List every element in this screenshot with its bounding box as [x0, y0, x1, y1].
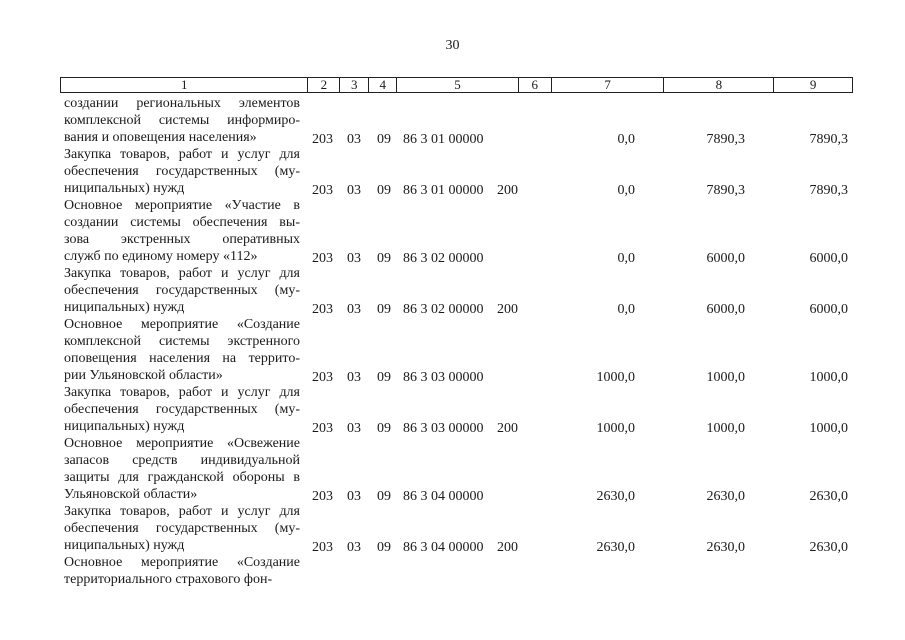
- description-line: защиты для гражданской обороны в: [64, 470, 300, 485]
- row-cell-c5: 200: [497, 421, 518, 436]
- description-line: ниципальных) нужд: [64, 300, 185, 315]
- row-cell-c6: 1000,0: [596, 370, 635, 385]
- description-line: зова экстренных оперативных: [64, 232, 300, 247]
- row-cell-c2: 03: [347, 251, 361, 266]
- row-cell-c4: 86 3 01 00000: [403, 183, 484, 198]
- row-cell-c7: 1000,0: [706, 421, 745, 436]
- description-line: создании системы обеспечения вы-: [64, 215, 300, 230]
- header-cell: 2: [308, 78, 340, 92]
- row-cell-c8: 6000,0: [809, 251, 848, 266]
- header-cell: 3: [340, 78, 369, 92]
- row-cell-c4: 86 3 01 00000: [403, 132, 484, 147]
- description-line: Основное мероприятие «Освежение: [64, 436, 300, 451]
- row-cell-c6: 0,0: [617, 183, 635, 198]
- row-cell-c1: 203: [312, 489, 333, 504]
- row-description: [64, 435, 300, 503]
- description-line: обеспечения государственных (му-: [64, 164, 300, 179]
- row-cell-c4: 86 3 04 00000: [403, 489, 484, 504]
- row-cell-c7: 7890,3: [706, 183, 745, 198]
- row-cell-c2: 03: [347, 421, 361, 436]
- description-line: запасов средств индивидуальной: [64, 453, 300, 468]
- row-cell-c3: 09: [377, 132, 391, 147]
- description-line: ниципальных) нужд: [64, 538, 185, 553]
- row-cell-c3: 09: [377, 302, 391, 317]
- row-cell-c3: 09: [377, 421, 391, 436]
- description-line: обеспечения государственных (му-: [64, 521, 300, 536]
- row-cell-c4: 86 3 04 00000: [403, 540, 484, 555]
- row-cell-c1: 203: [312, 540, 333, 555]
- row-cell-c6: 2630,0: [596, 489, 635, 504]
- description-line: ниципальных) нужд: [64, 181, 185, 196]
- header-cell: 7: [552, 78, 665, 92]
- table-header-row: [60, 77, 853, 93]
- row-cell-c8: 1000,0: [809, 370, 848, 385]
- row-cell-c6: 0,0: [617, 302, 635, 317]
- header-cell: 8: [664, 78, 774, 92]
- description-line: Закупка товаров, работ и услуг для: [64, 385, 300, 400]
- description-line: Закупка товаров, работ и услуг для: [64, 147, 300, 162]
- row-cell-c3: 09: [377, 370, 391, 385]
- description-line: рии Ульяновской области»: [64, 368, 223, 383]
- header-cell: 9: [809, 77, 817, 92]
- description-line: служб по единому номеру «112»: [64, 249, 258, 264]
- row-cell-c2: 03: [347, 489, 361, 504]
- row-description: [64, 554, 300, 588]
- header-cell: 4: [369, 78, 397, 92]
- description-line: Закупка товаров, работ и услуг для: [64, 266, 300, 281]
- row-cell-c8: 2630,0: [809, 540, 848, 555]
- row-cell-c1: 203: [312, 302, 333, 317]
- description-line: Ульяновской области»: [64, 487, 198, 502]
- row-cell-c6: 0,0: [617, 132, 635, 147]
- row-cell-c7: 2630,0: [706, 540, 745, 555]
- description-line: Основное мероприятие «Участие в: [64, 198, 300, 213]
- row-cell-c2: 03: [347, 302, 361, 317]
- row-cell-c8: 2630,0: [809, 489, 848, 504]
- row-cell-c4: 86 3 03 00000: [403, 421, 484, 436]
- description-line: создании региональных элементов: [64, 96, 300, 111]
- row-description: [64, 265, 300, 316]
- row-cell-c1: 203: [312, 421, 333, 436]
- row-cell-c3: 09: [377, 251, 391, 266]
- row-cell-c8: 7890,3: [809, 132, 848, 147]
- row-description: [64, 316, 300, 384]
- description-line: Закупка товаров, работ и услуг для: [64, 504, 300, 519]
- row-description: [64, 95, 300, 146]
- row-cell-c3: 09: [377, 183, 391, 198]
- row-cell-c2: 03: [347, 132, 361, 147]
- description-line: вания и оповещения населения»: [64, 130, 257, 145]
- row-description: [64, 197, 300, 265]
- row-description: [64, 146, 300, 197]
- row-description: [64, 384, 300, 435]
- row-cell-c2: 03: [347, 540, 361, 555]
- row-cell-c2: 03: [347, 370, 361, 385]
- header-cell: 1: [61, 78, 308, 92]
- row-cell-c4: 86 3 02 00000: [403, 251, 484, 266]
- description-line: Основное мероприятие «Создание: [64, 555, 300, 570]
- row-cell-c6: 1000,0: [596, 421, 635, 436]
- row-cell-c8: 1000,0: [809, 421, 848, 436]
- description-line: обеспечения государственных (му-: [64, 402, 300, 417]
- row-cell-c4: 86 3 03 00000: [403, 370, 484, 385]
- row-cell-c1: 203: [312, 183, 333, 198]
- row-description: [64, 503, 300, 554]
- description-line: комплексной системы информиро-: [64, 113, 300, 128]
- description-line: ниципальных) нужд: [64, 419, 185, 434]
- row-cell-c7: 2630,0: [706, 489, 745, 504]
- description-line: обеспечения государственных (му-: [64, 283, 300, 298]
- header-cell: 6: [519, 78, 552, 92]
- row-cell-c7: 1000,0: [706, 370, 745, 385]
- description-line: территориального страхового фон-: [64, 572, 273, 587]
- description-line: Основное мероприятие «Создание: [64, 317, 300, 332]
- row-cell-c1: 203: [312, 370, 333, 385]
- row-cell-c8: 7890,3: [809, 183, 848, 198]
- row-cell-c5: 200: [497, 302, 518, 317]
- row-cell-c8: 6000,0: [809, 302, 848, 317]
- description-line: комплексной системы экстренного: [64, 334, 300, 349]
- row-cell-c6: 2630,0: [596, 540, 635, 555]
- row-cell-c6: 0,0: [617, 251, 635, 266]
- row-cell-c3: 09: [377, 540, 391, 555]
- row-cell-c7: 6000,0: [706, 251, 745, 266]
- row-cell-c7: 6000,0: [706, 302, 745, 317]
- row-cell-c5: 200: [497, 183, 518, 198]
- row-cell-c4: 86 3 02 00000: [403, 302, 484, 317]
- row-cell-c1: 203: [312, 132, 333, 147]
- row-cell-c1: 203: [312, 251, 333, 266]
- header-cell: 5: [397, 78, 519, 92]
- row-cell-c7: 7890,3: [706, 132, 745, 147]
- row-cell-c5: 200: [497, 540, 518, 555]
- row-cell-c3: 09: [377, 489, 391, 504]
- description-line: оповещения населения на террито-: [64, 351, 300, 366]
- page-number: 30: [445, 38, 460, 53]
- row-cell-c2: 03: [347, 183, 361, 198]
